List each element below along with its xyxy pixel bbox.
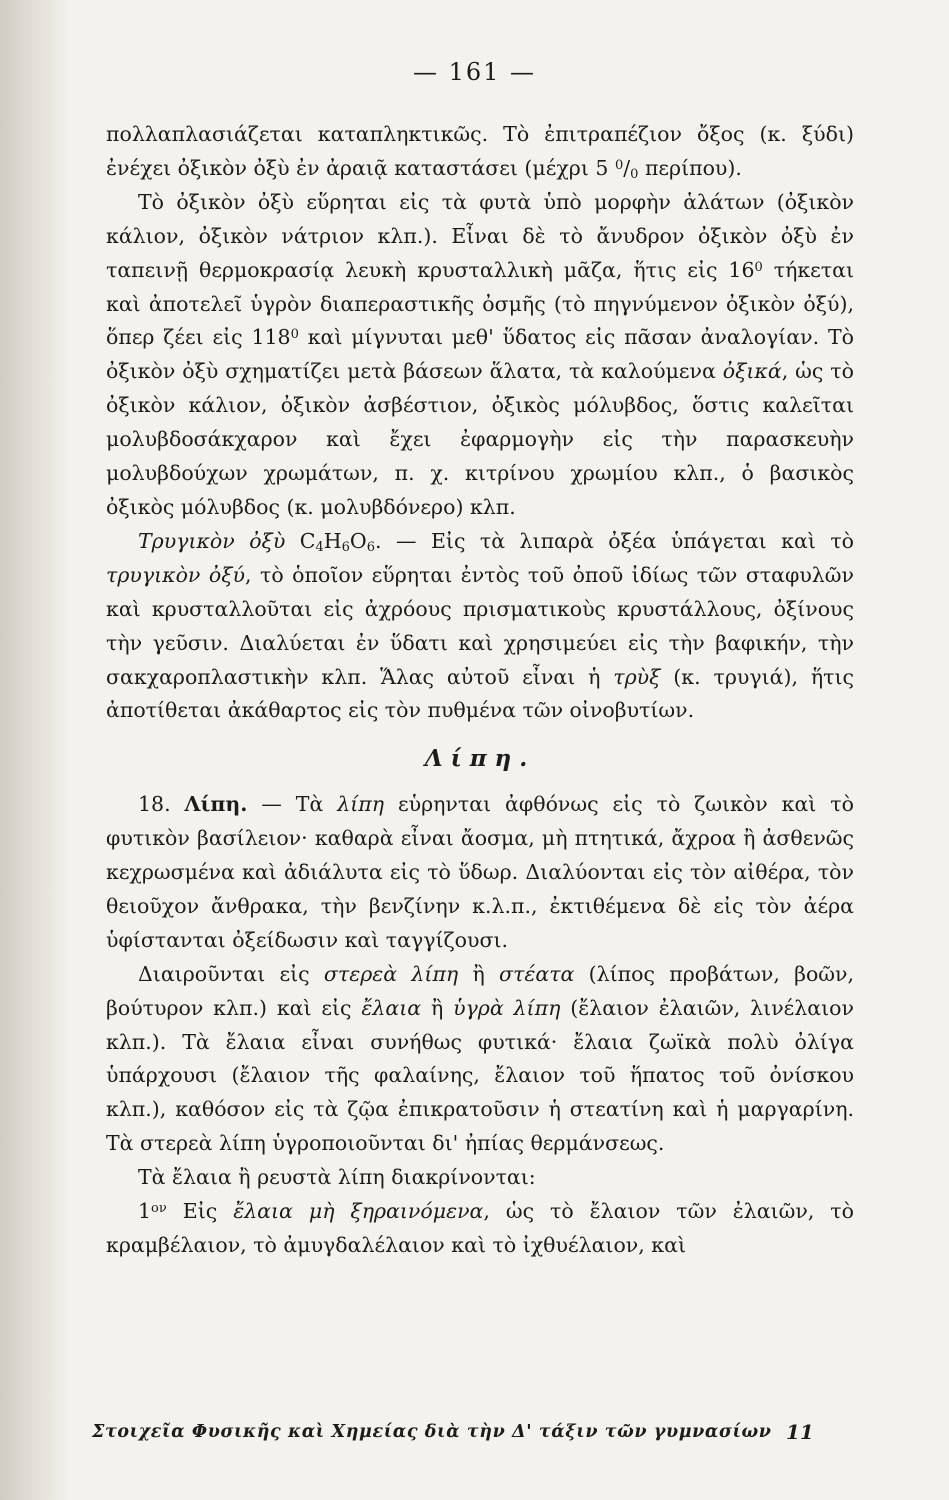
paragraph-p6 [106,1161,854,1195]
text-run: Λίπη. [424,745,536,773]
paragraph-p1 [106,118,854,186]
text-run: τρὺξ [613,664,661,689]
text-run: καὶ μίγνυται μεθ' ὕδατος εἰς πᾶσαν ἀναλογίαν. Τὸ ὀξικὸν ὀξὺ σχηματίζει μετὰ βάσεων ἅλατα, τὰ καλούμενα [106,325,854,384]
text-run: Διαιροῦνται εἰς [138,961,324,986]
paragraph-p2 [106,186,854,525]
binding-shadow [0,0,70,1500]
text-run: H [323,528,342,553]
text-run: ὑγρὰ λίπη [453,995,561,1020]
text-run: λίπη [337,792,385,817]
paragraph-p3 [106,525,854,728]
text-run: Τρυγικὸν ὀξὺ [138,528,286,553]
text-run: τήκεται καὶ ἀποτελεῖ ὑγρὸν διαπεραστικῆς ὀσμῆς (τὸ πηγνύμενον ὀξικὸν ὀξύ), ὅπερ ζέει εἰς 118 [106,257,855,350]
text-run: / [623,155,631,180]
paragraph-p7 [106,1195,854,1263]
text-run: 6 [366,539,375,555]
paragraph-p4 [106,788,854,958]
text-run: περίπου). [638,155,742,180]
text-run: ἔλαια μὴ ξηραινόμενα [233,1199,484,1224]
text-run: 0 [290,327,299,343]
page-number: — 161 — [412,58,537,86]
section-heading [106,742,854,776]
text-run: ἢ [421,995,454,1020]
footer-title: Στοιχεῖα Φυσικῆς καὶ Χημείας διὰ τὴν Δ' τάξιν τῶν γυμνασίων [92,1422,772,1442]
text-run: 0 [630,166,639,182]
text-run: Εἰς [166,1199,234,1224]
text-run: στερεὰ λίπη [323,961,459,986]
page-body [106,118,854,1263]
text-run: στέατα [499,961,575,986]
text-run: Τὸ ὀξικὸν ὀξὺ εὕρηται εἰς τὰ φυτὰ ὑπὸ μορφὴν ἁλάτων (ὀξικὸν κάλιον, ὀξικὸν νάτριον κλπ.). Εἶναι δὲ τὸ ἄνυδρον ὀξικὸν ὀξὺ ἐν ταπεινῇ θερμοκρασίᾳ λευκὴ κρυσταλλικὴ μᾶζα, ἥτις εἰς 16 [106,189,854,282]
text-run: ἢ [458,961,500,986]
text-run: Τὰ ἔλαια ἢ ρευστὰ λίπη διακρίνονται: [138,1165,536,1190]
text-run: ὀξικά [722,359,782,384]
text-run: , ὡς τὸ ὀξικὸν κάλιον, ὀξικὸν ἀσβέστιον, ὀξικὸς μόλυβδος, ὅστις καλεῖται μολυβδοσάκχαρον καὶ ἔχει ἐφαρμογὴν εἰς τὴν παρασκευὴν μολυβδούχων χρωμάτων, π. χ. κιτρίνου χρωμίου κλπ., ὁ βασικὸς ὀξικὸς μόλυβδος (κ. μολυβδόνερο) κλπ. [106,359,854,519]
paragraph-p5 [106,958,854,1161]
text-run: εὑρηνται ἀφθόνως εἰς τὸ ζωικὸν καὶ τὸ φυτικὸν βασίλειον· καθαρὰ εἶναι ἄοσμα, μὴ πτητικά, ἄχροα ἢ ἀσθενῶς κεχρωσμένα καὶ ἀδιάλυτα εἰς τὸ ὕδωρ. Διαλύονται εἰς τὸν αἰθέρα, τὸν θειοῦχον ἄνθρακα, τὴν βενζίνην κ.λ.π., ἐκτιθέμενα δὲ εἰς τὸν ἀέρα ὑφίστανται ὀξείδωσιν καὶ ταγγίζουσι. [106,792,854,952]
text-run: πολλαπλασιάζεται καταπληκτικῶς. Τὸ ἐπιτραπέζιον ὄξος (κ. ξύδι) ἐνέχει ὀξικὸν ὀξὺ ἐν ἀραιᾷ καταστάσει (μέχρι 5 [106,122,854,180]
text-run: 1 [138,1199,152,1224]
signature-mark: 11 [786,1420,814,1444]
text-run: (ἔλαιον ἐλαιῶν, λινέλαιον κλπ.). Τὰ ἔλαια εἶναι συνήθως φυτικά· ἔλαια ζωϊκὰ πολὺ ὀλίγα ὑπάρχουσι (ἔλαιον τῆς φαλαίνης, ἔλαιον τοῦ ἥπατος τοῦ ὀνίσκου κλπ.), καθόσον εἰς τὰ ζῷα ἐπικρατοῦσιν ἡ στεατίνη καὶ ἡ μαργαρίνη. Τὰ στερεὰ λίπη ὑγροποιοῦνται δι' ἠπίας θερμάνσεως. [106,995,854,1156]
text-run: — Τὰ [247,792,338,817]
text-run: ον [151,1201,167,1217]
text-run: Λίπη. [184,792,248,817]
text-run: 0 [754,259,763,275]
text-run: , τὸ ὁποῖον εὕρηται ἐντὸς τοῦ ὀποῦ ἰδίως τῶν σταφυλῶν καὶ κρυσταλλοῦται εἰς ἀχρόους πρισματικοὺς κρυστάλλους, ὀξίνους τὴν γεῦσιν. Διαλύεται ἐν ὕδατι καὶ χρησιμεύει εἰς τὴν βαφικήν, τὴν σακχαροπλαστικὴν κλπ. Ἅλας αὐτοῦ εἶναι ἡ [106,562,854,689]
text-run: , ὡς τὸ ἔλαιον τῶν ἐλαιῶν, τὸ κραμβέλαιον, τὸ ἀμυγδαλέλαιον καὶ τὸ ἰχθυέλαιον, καὶ [106,1199,854,1257]
text-run: 0 [614,157,624,173]
text-run: O [349,528,367,553]
text-run: 6 [341,539,350,555]
text-run: C [285,528,316,553]
text-run: (λίπος προβάτων, βοῶν, βούτυρον κλπ.) καὶ εἰς [106,961,854,1020]
text-run: 18. [138,792,185,817]
text-run: (κ. τρυγιά), ἥτις ἀποτίθεται ἀκάθαρτος εἰς τὸν πυθμένα τῶν οἰνοβυτίων. [106,664,854,723]
text-run: 4 [315,539,324,555]
text-run: ἔλαια [361,995,422,1020]
text-run: . — Εἰς τὰ λιπαρὰ ὀξέα ὑπάγεται καὶ τὸ [375,528,855,553]
text-run: τρυγικὸν ὀξύ [106,562,245,587]
